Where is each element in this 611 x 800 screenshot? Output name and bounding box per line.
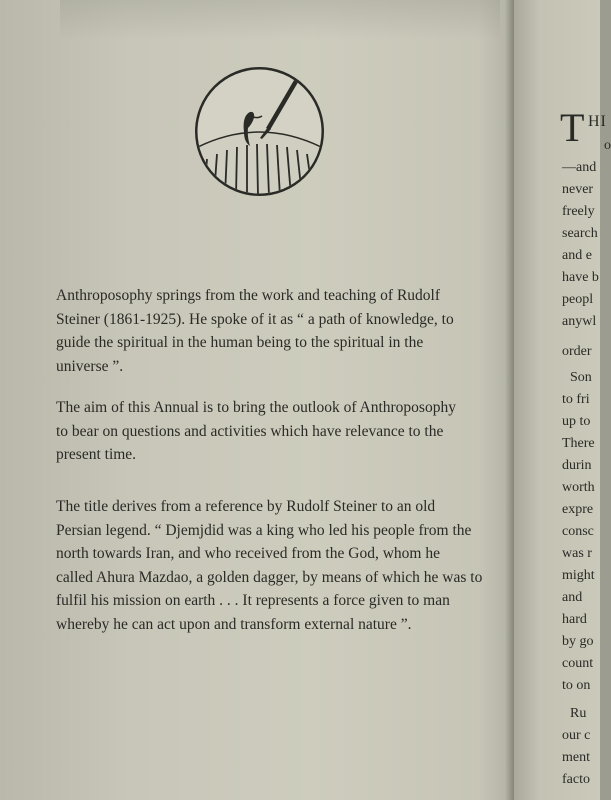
right-page-line: There bbox=[562, 436, 595, 451]
right-page-line: our c bbox=[562, 728, 591, 743]
right-page-line: worth bbox=[562, 480, 595, 495]
paragraph-aim: The aim of this Annual is to bring the outlook of Anthroposophy to bear on questions and activities which have relevance to the present time. bbox=[56, 399, 456, 463]
right-page-line: Ru bbox=[570, 706, 587, 721]
right-page-line: Son bbox=[570, 370, 592, 385]
right-page-line: hard bbox=[562, 612, 587, 627]
right-page-line: —and bbox=[562, 160, 597, 175]
right-page-line: anywl bbox=[562, 314, 597, 329]
golden-dagger-emblem-icon bbox=[192, 64, 327, 199]
right-page-line: durin bbox=[562, 458, 592, 473]
right-page-line: and e bbox=[562, 248, 592, 263]
show-through-text bbox=[60, 0, 500, 40]
right-page-line: and bbox=[562, 590, 583, 605]
right-page-line: freely bbox=[562, 204, 595, 219]
right-page-line: expre bbox=[562, 502, 594, 517]
right-page-line: by go bbox=[562, 634, 594, 649]
right-page-line: count bbox=[562, 656, 594, 671]
paragraph-definition: Anthroposophy springs from the work and teaching of Rudolf Steiner (1861-1925). He spoke of it as “ a path of knowledge, to guide the spiritual in the human being to the spiritual in the universe ”. bbox=[56, 287, 454, 375]
right-page-line: up to bbox=[562, 414, 591, 429]
right-page-line: never bbox=[562, 182, 594, 197]
right-page-line: peopl bbox=[562, 292, 594, 307]
right-page-line: was r bbox=[562, 546, 592, 561]
right-page-line: ment bbox=[562, 750, 590, 765]
right-page-line: search bbox=[562, 226, 598, 241]
right-page-line: to fri bbox=[562, 392, 590, 407]
right-page-line: o bbox=[604, 138, 611, 153]
right-page-line: facto bbox=[562, 772, 590, 787]
right-page-dropcap: T bbox=[560, 105, 585, 150]
right-page-line: consc bbox=[562, 524, 594, 539]
paragraph-title-origin: The title derives from a reference by Rudolf Steiner to an old Persian legend. “ Djemjdid was a king who led his people from the north towards Iran, and who received from the God, whom he called Ahura Mazdao, a golden dagger, by means of which he was to fulfil his mission on earth . . . It represents a force given to man whereby he can act upon and transform external nature ”. bbox=[56, 498, 483, 633]
right-page-line: order bbox=[562, 344, 592, 359]
right-page-line: might bbox=[562, 568, 595, 583]
right-page-line: to on bbox=[562, 678, 591, 693]
right-page-line: have b bbox=[562, 270, 599, 285]
right-page-first-line: HI bbox=[588, 113, 607, 130]
